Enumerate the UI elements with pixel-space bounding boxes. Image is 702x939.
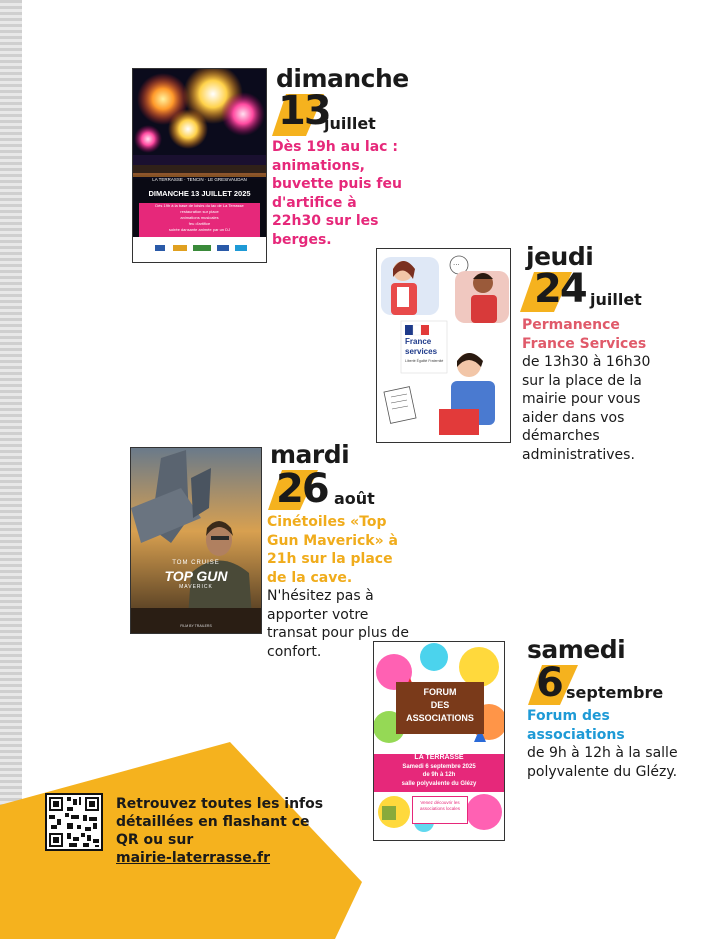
event-highlight: Cinétoiles «Top Gun Maverick» à 21h sur la place de la cave. <box>267 514 398 586</box>
poster-actor: TOM CRUISE <box>172 560 220 566</box>
forum-title-line: FORUM <box>423 687 457 697</box>
event-month: juillet <box>324 114 376 133</box>
qr-code-pattern <box>47 795 101 849</box>
forum-title-line: DES <box>430 700 450 710</box>
poster-line: soirée dansante animée par un DJ <box>168 227 231 232</box>
event-rest: de 13h30 à 16h30 sur la place de la mairie pour vous aider dans vos démarches administratives. <box>522 354 651 463</box>
poster-line: animations musicales <box>180 215 219 220</box>
poster-footer: FILM BY TRAILERS <box>180 624 212 628</box>
forum-place: LA TERRASSE <box>414 754 464 761</box>
fs-brand-line1: France <box>405 337 432 346</box>
website-link[interactable]: mairie-laterrasse.fr <box>116 850 271 866</box>
event-month: septembre <box>566 683 664 702</box>
event-day: mardi <box>270 440 350 469</box>
event-month: août <box>334 489 375 508</box>
poster-line: restauration sur place <box>180 209 219 214</box>
fs-brand-line2: services <box>405 347 438 356</box>
qr-info-text <box>116 795 326 867</box>
event-rest: de 9h à 12h à la salle polyvalente du Glézy. <box>527 745 678 780</box>
event-highlight: Permanence France Services <box>522 317 647 352</box>
forum-note: Venez découvrir les associations locales <box>419 800 461 811</box>
event-day-number: 13 <box>278 88 330 134</box>
svg-text:···: ··· <box>453 261 460 269</box>
event-highlight: Forum des associations <box>527 708 625 743</box>
event-day-number: 6 <box>536 660 562 706</box>
poster-date: DIMANCHE 13 JUILLET 2025 <box>148 189 251 198</box>
forum-venue: salle polyvalente du Glézy <box>401 780 477 787</box>
poster-place: LA TERRASSE · TENCIN · LE GRESIVAUDAN <box>152 177 247 182</box>
event-rest: N'hésitez pas à apporter votre transat pour plus de confort. <box>267 588 409 660</box>
event-highlight: Dès 19h au lac : animations, buvette puis feu d'artifice à 22h30 sur les berges. <box>272 139 402 248</box>
event-day: samedi <box>527 635 626 664</box>
qr-code-icon[interactable] <box>45 793 103 851</box>
event-day-number: 24 <box>534 266 586 312</box>
event-day: jeudi <box>526 242 594 271</box>
event-month: juillet <box>590 290 642 309</box>
poster-line: feu d'artifice <box>188 221 211 226</box>
event-day: dimanche <box>276 64 409 93</box>
forum-hours: de 9h à 12h <box>422 772 456 778</box>
event-day-number: 26 <box>276 466 328 512</box>
forum-title-line: ASSOCIATIONS <box>406 713 474 723</box>
forum-date: Samedi 6 septembre 2025 <box>402 763 476 770</box>
poster-title: TOP GUN <box>164 568 228 584</box>
fs-motto: Liberté Égalité Fraternité <box>405 359 444 363</box>
poster-subtitle: MAVERICK <box>179 584 213 590</box>
qr-instructions: Retrouvez toutes les infos détaillées en flashant ce QR ou sur <box>116 796 324 848</box>
poster-line: Dès 19h à la base de loisirs du lac de La Terrasse <box>155 203 244 208</box>
